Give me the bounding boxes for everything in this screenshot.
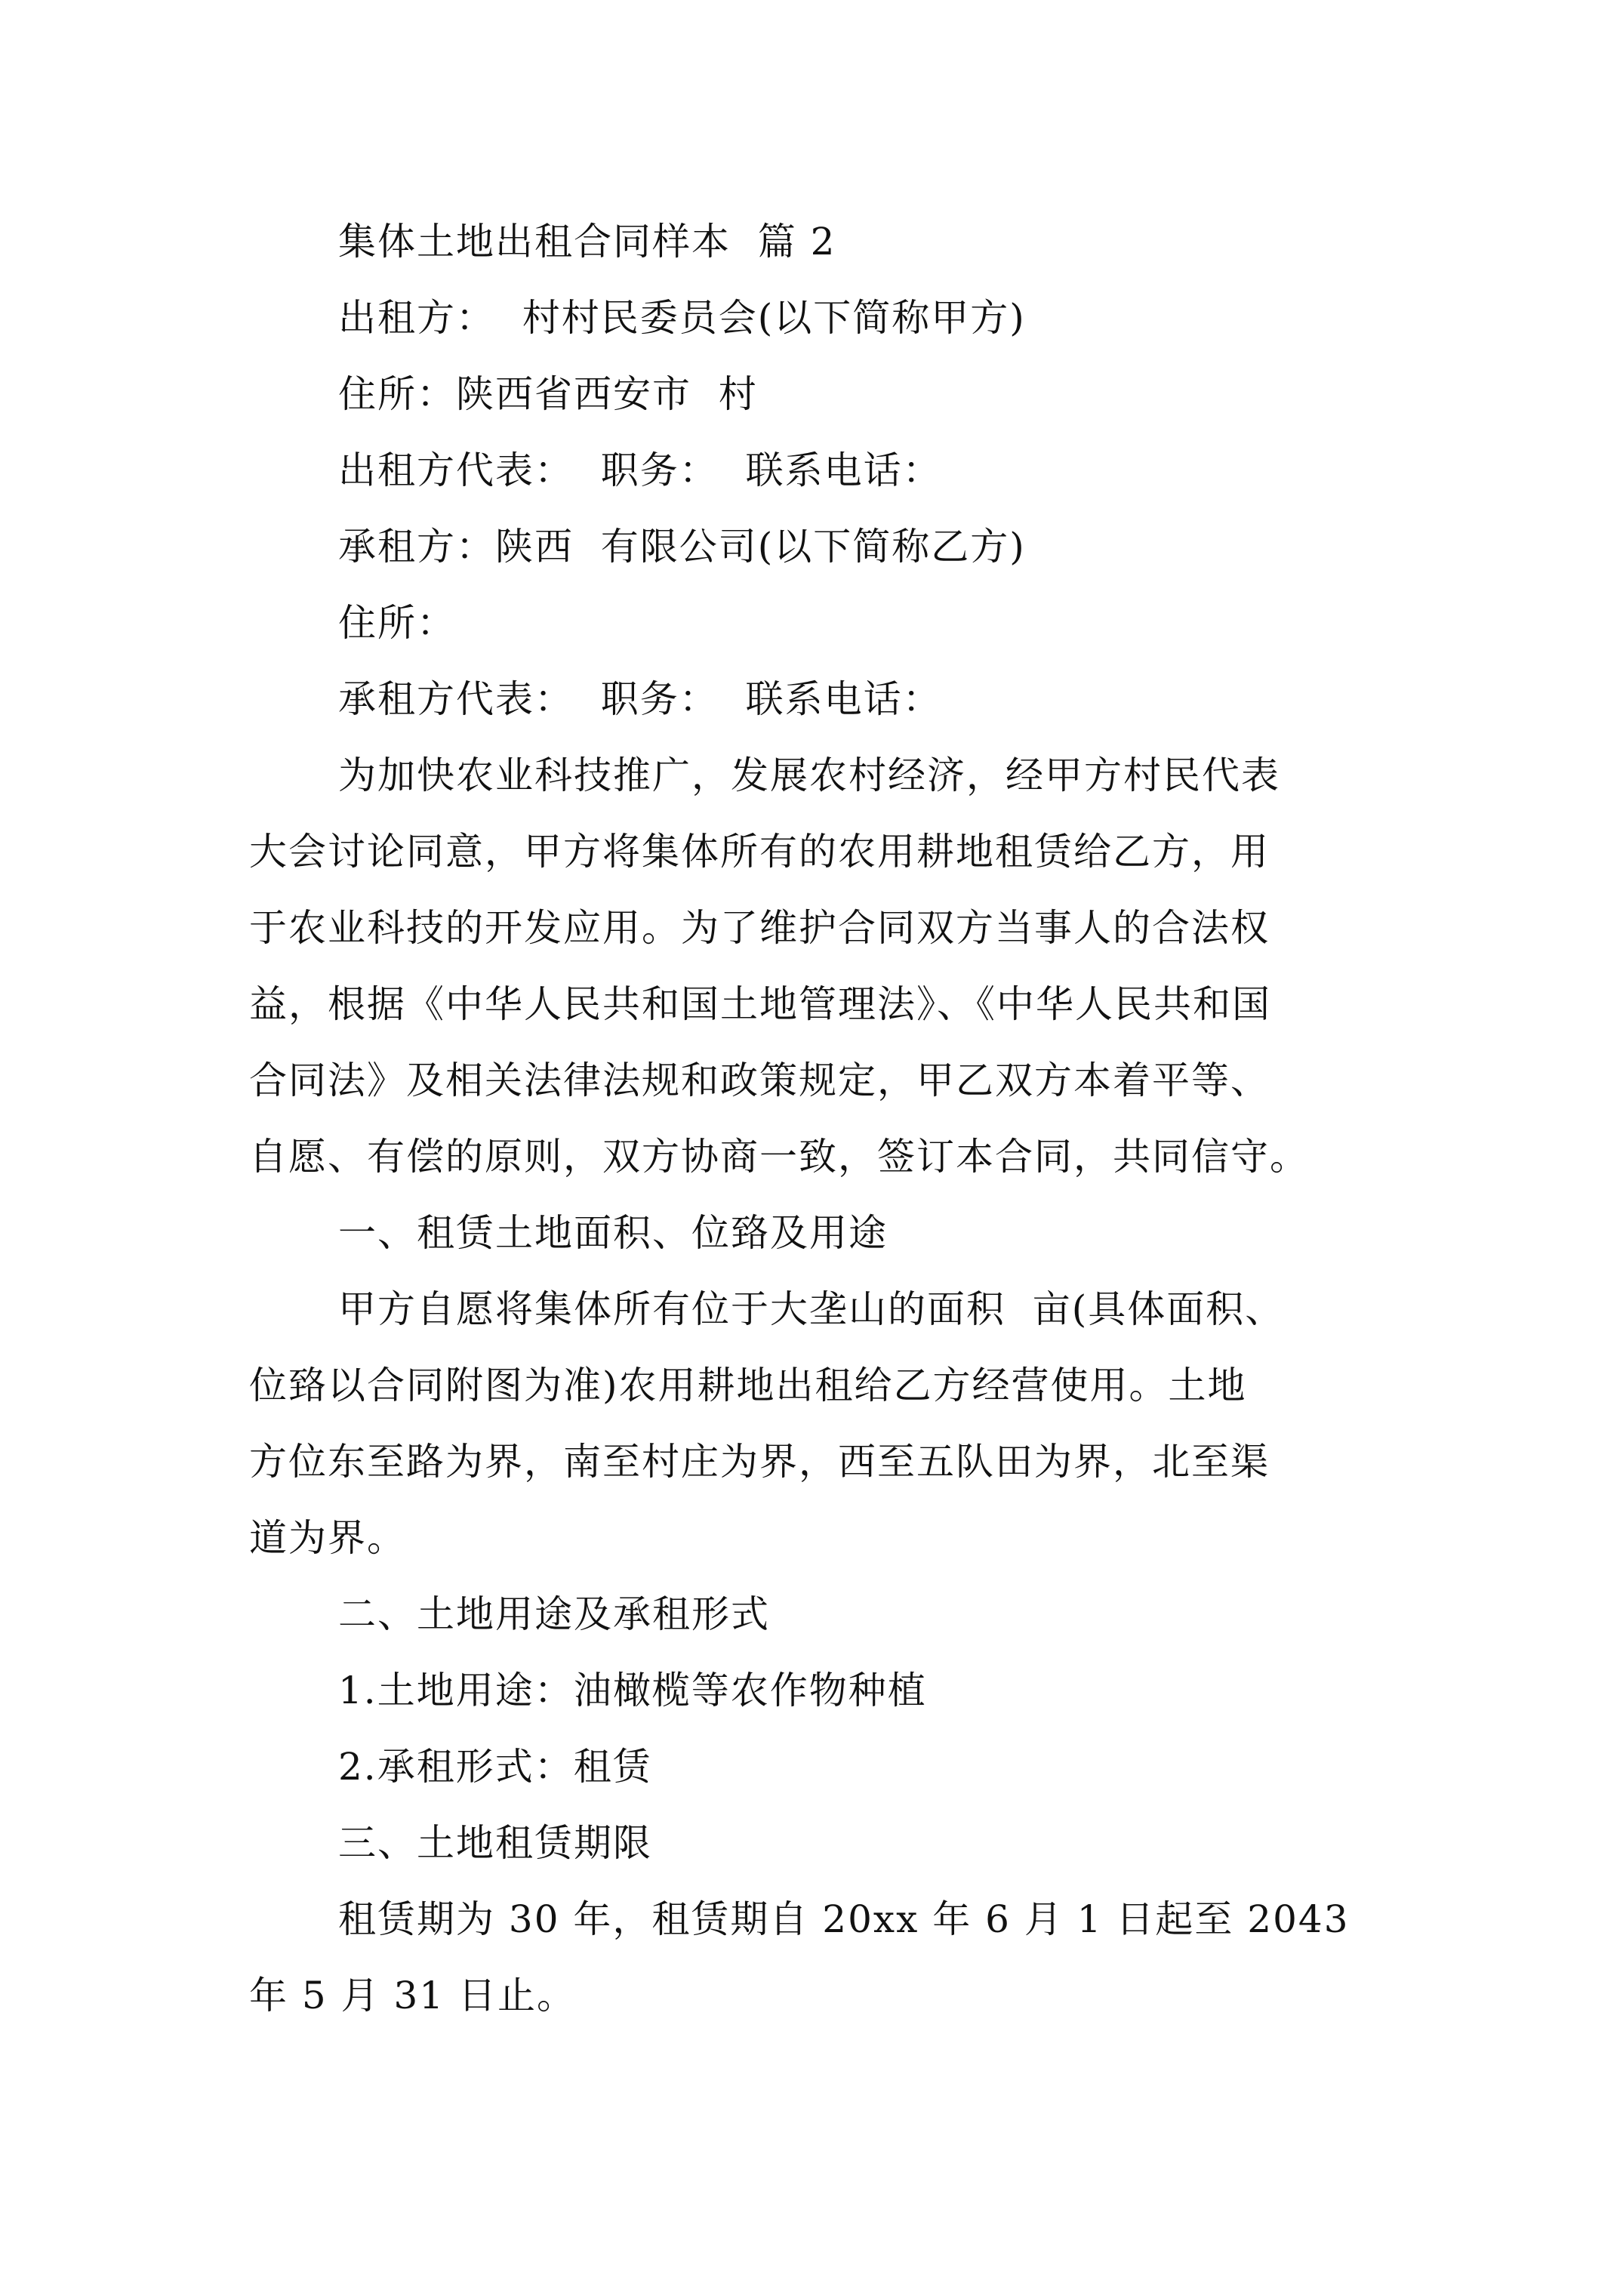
intro-line: 合同法》及相关法律法规和政策规定，甲乙双方本着平等、	[249, 1059, 1270, 1102]
lessee-line: 承租方：陕西 有限公司(以下简称乙方)	[338, 525, 1026, 569]
section1-line: 甲方自愿将集体所有位于大垄山的面积 亩(具体面积、	[338, 1287, 1285, 1331]
lessor-representative-line: 出租方代表： 职务： 联系电话：	[338, 448, 942, 492]
section1-heading: 一、租赁土地面积、位臵及用途	[338, 1211, 888, 1255]
document-title: 集体土地出租合同样本 篇 2	[338, 220, 836, 264]
section3-line: 租赁期为 30 年，租赁期自 20xx 年 6 月 1 日起至 2043	[338, 1897, 1350, 1941]
section1-line: 道为界。	[249, 1516, 406, 1560]
section1-line: 方位东至路为界，南至村庄为界，西至五队田为界，北至渠	[249, 1440, 1270, 1484]
section2-item-lease-form: 2.承租形式：租赁	[338, 1745, 652, 1789]
lessee-representative-line: 承租方代表： 职务： 联系电话：	[338, 677, 942, 721]
intro-line: 自愿、有偿的原则，双方协商一致，签订本合同，共同信守。	[249, 1135, 1309, 1179]
intro-line: 大会讨论同意，甲方将集体所有的农用耕地租赁给乙方，用	[249, 830, 1270, 874]
lessor-address-line: 住所：陕西省西安市 村	[338, 372, 758, 416]
intro-line: 为加快农业科技推广，发展农村经济，经甲方村民代表	[338, 754, 1280, 797]
section2-item-land-use: 1.土地用途：油橄榄等农作物种植	[338, 1669, 927, 1712]
section3-line: 年 5 月 31 日止。	[249, 1974, 577, 2017]
section1-line: 位臵以合同附图为准)农用耕地出租给乙方经营使用。土地	[249, 1364, 1247, 1407]
lessee-address-line: 住所：	[338, 601, 456, 645]
section3-heading: 三、土地租赁期限	[338, 1821, 652, 1865]
lessor-line: 出租方： 村村民委员会(以下简称甲方)	[338, 296, 1026, 340]
section2-heading: 二、土地用途及承租形式	[338, 1592, 770, 1636]
intro-line: 益，根据《中华人民共和国土地管理法》、《中华人民共和国	[249, 982, 1271, 1026]
intro-line: 于农业科技的开发应用。为了维护合同双方当事人的合法权	[249, 906, 1270, 950]
